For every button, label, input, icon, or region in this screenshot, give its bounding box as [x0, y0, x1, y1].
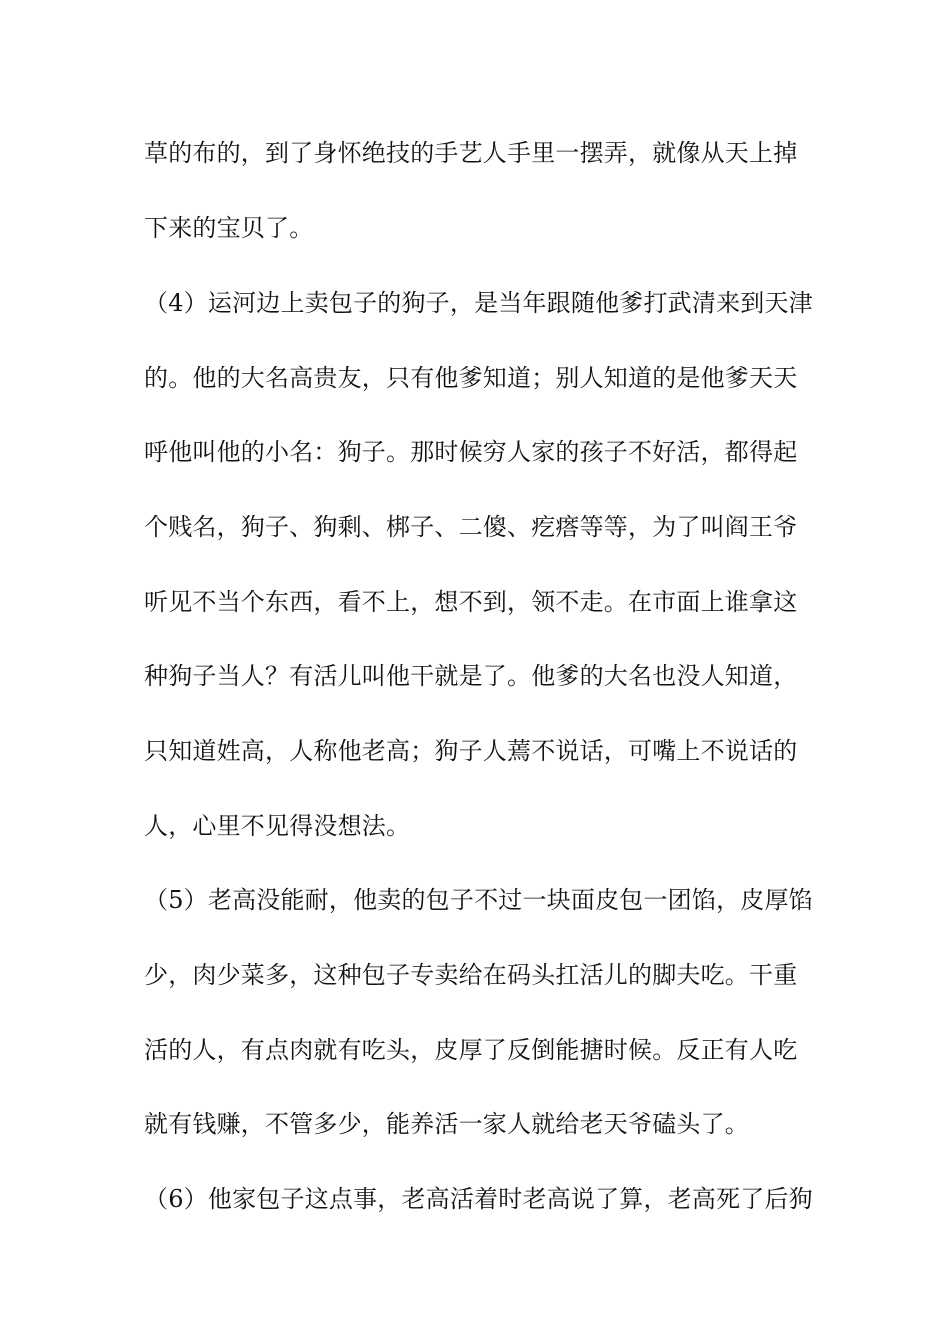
text-line: 人，心里不见得没想法。: [144, 812, 411, 840]
text-line: 下来的宝贝了。: [144, 214, 314, 242]
text-line: 只知道姓高，人称他老高；狗子人蔫不说话，可嘴上不说话的: [144, 737, 798, 765]
text-line: 活的人，有点肉就有吃头，皮厚了反倒能搪时候。反正有人吃: [144, 1036, 798, 1064]
paragraph-6-line: （6）他家包子这点事，老高活着时老高说了算，老高死了后狗: [144, 1185, 813, 1213]
text-line: 少，肉少菜多，这种包子专卖给在码头扛活儿的脚夫吃。干重: [144, 961, 798, 989]
text-line: 听见不当个东西，看不上，想不到，领不走。在市面上谁拿这: [144, 588, 798, 616]
text-line: 的。他的大名高贵友，只有他爹知道；别人知道的是他爹天天: [144, 364, 798, 392]
text-line: 呼他叫他的小名：狗子。那时候穷人家的孩子不好活，都得起: [144, 438, 798, 466]
text-line: 个贱名，狗子、狗剩、梆子、二傻、疙瘩等等，为了叫阎王爷: [144, 513, 798, 541]
paragraph-5-line: （5）老高没能耐，他卖的包子不过一块面皮包一团馅，皮厚馅: [144, 886, 813, 914]
text-line: 种狗子当人？有活儿叫他干就是了。他爹的大名也没人知道，: [144, 662, 798, 690]
paragraph-4-line: （4）运河边上卖包子的狗子，是当年跟随他爹打武清来到天津: [144, 289, 813, 317]
text-line: 就有钱赚，不管多少，能养活一家人就给老天爷磕头了。: [144, 1110, 749, 1138]
text-line: 草的布的，到了身怀绝技的手艺人手里一摆弄，就像从天上掉: [144, 139, 798, 167]
